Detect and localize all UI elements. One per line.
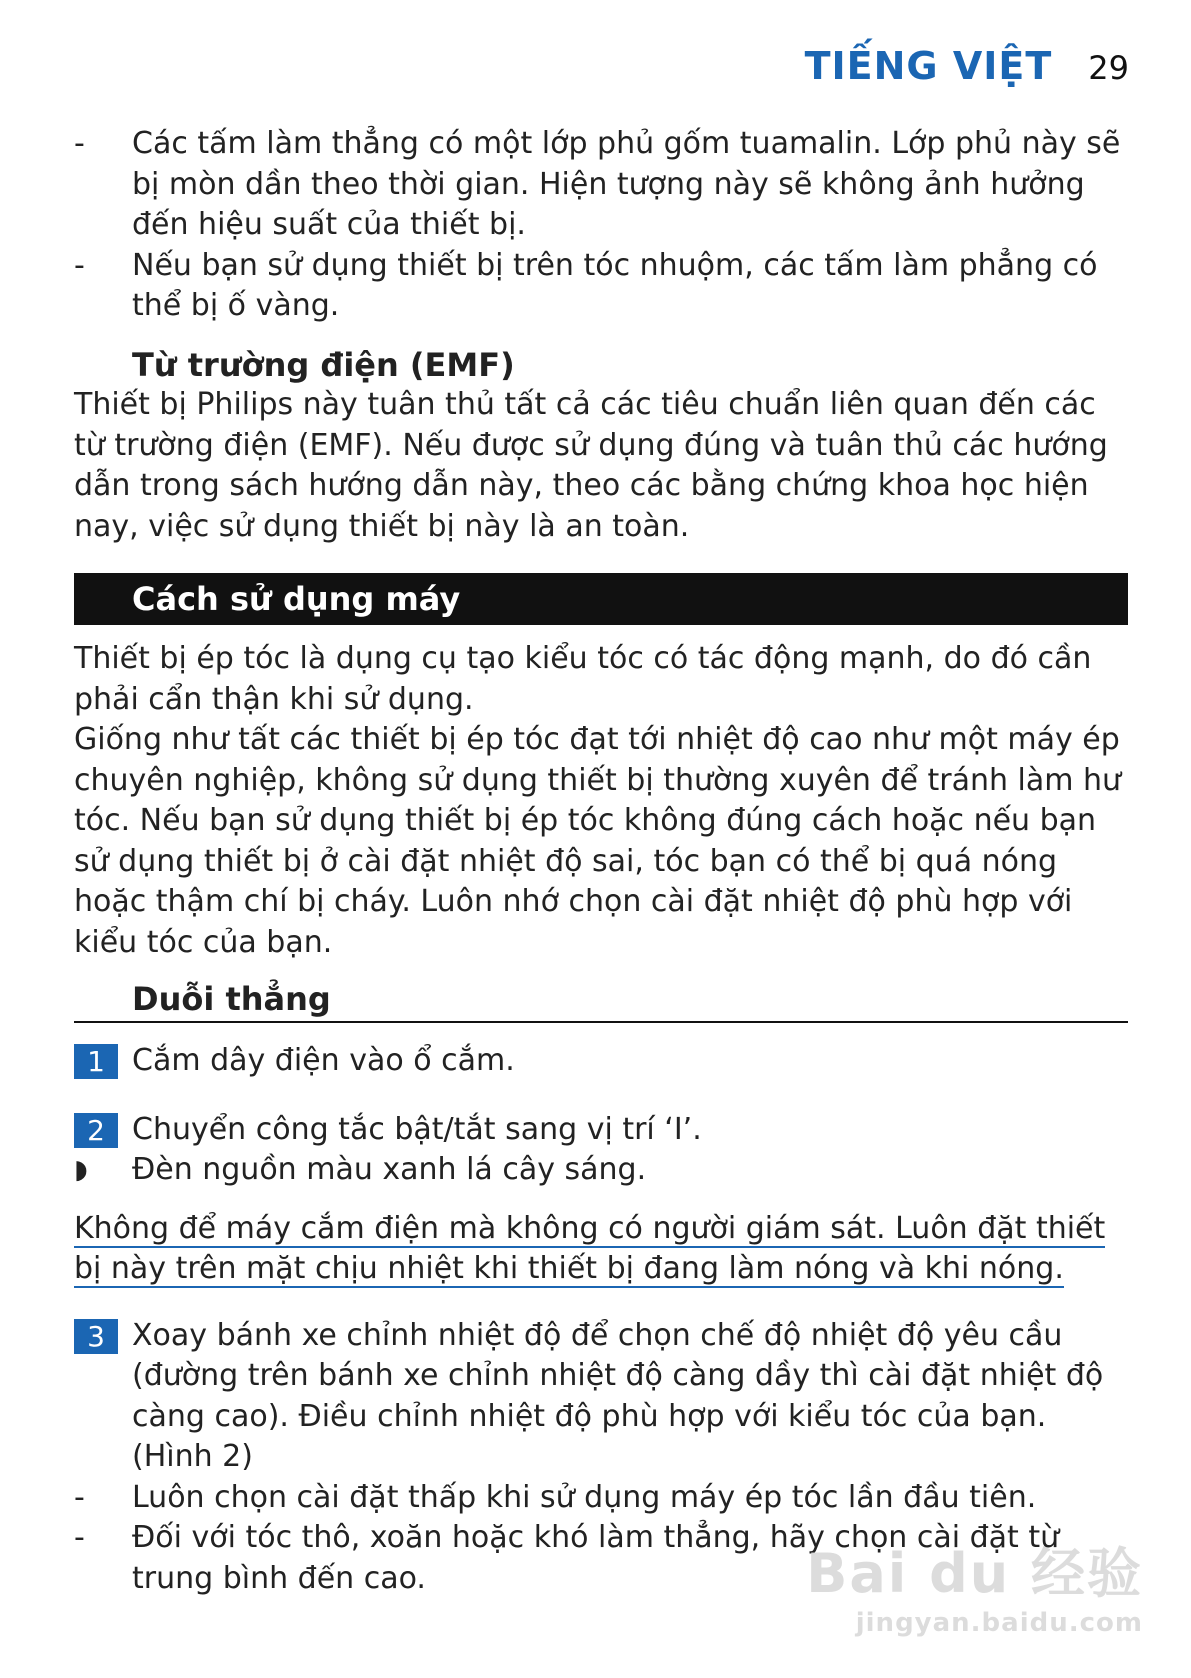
step-number-badge: 2 [74,1113,118,1148]
step-3 [74,1316,1128,1478]
list-item [74,1478,1128,1519]
warning-note [74,1209,1128,1290]
step-2 [74,1110,1128,1151]
language-title: TIẾNG VIỆT [804,44,1053,88]
bullet-text: Các tấm làm thẳng có một lớp phủ gốm tuamalin. Lớp phủ này sẽ bị mòn dần theo thời gian. Hiện tượng này sẽ không ảnh hưởng đến hiệu suất của thiết bị. [132,126,1121,242]
step-number-badge: 1 [74,1044,118,1079]
step-1 [74,1041,1128,1082]
tip-text: Đối với tóc thô, xoăn hoặc khó làm thẳng, hãy chọn cài đặt từ trung bình đến cao. [132,1520,1060,1596]
bullet-marker: - [74,126,85,161]
bullet-marker: - [74,247,85,283]
result-text: Đèn nguồn màu xanh lá cây sáng. [132,1152,647,1187]
watermark [806,1531,1143,1638]
step-text: Xoay bánh xe chỉnh nhiệt độ để chọn chế độ nhiệt độ yêu cầu (đường trên bánh xe chỉnh nhiệt độ càng dầy thì cài đặt nhiệt độ càng cao). Điều chỉnh nhiệt độ phù hợp với kiểu tóc của bạn. (Hình 2) [132,1317,1104,1474]
warning-text: Không để máy cắm điện mà không có người giám sát. Luôn đặt thiết bị này trên mặt chịu nhiệt khi thiết bị đang làm nóng và khi nóng. [74,1210,1106,1286]
bullet-text: Nếu bạn sử dụng thiết bị trên tóc nhuộm, các tấm làm phẳng có thể bị ố vàng. [132,247,1098,323]
watermark-logo: Bai du 经验 [806,1542,1143,1605]
tip-text: Luôn chọn cài đặt thấp khi sử dụng máy ép tóc lần đầu tiên. [132,1479,1037,1515]
step-text: Cắm dây điện vào ổ cắm. [132,1043,515,1078]
list-item [74,246,1128,327]
result-arrow-icon: ◗ [74,1155,88,1185]
emf-heading: Từ trường điện (EMF) [132,345,515,384]
page-header [805,44,1129,88]
step-number-badge: 3 [74,1319,118,1354]
straighten-heading: Duỗi thẳng [74,977,1128,1023]
bullet-marker: - [74,1520,85,1555]
page-number: 29 [1088,49,1129,87]
step-result [74,1150,1128,1191]
list-item [74,124,1128,246]
usage-paragraph-1: Thiết bị ép tóc là dụng cụ tạo kiểu tóc có tác động mạnh, do đó cần phải cẩn thận khi sử dụng. [74,641,1092,717]
section-heading-usage: Cách sử dụng máy [74,573,1128,625]
bullet-marker: - [74,1479,85,1515]
step-text: Chuyển công tắc bật/tắt sang vị trí ‘I’. [132,1111,702,1147]
usage-paragraph-2: Giống như tất các thiết bị ép tóc đạt tới nhiệt độ cao như một máy ép chuyên nghiệp, không sử dụng thiết bị thường xuyên để tránh làm hư tóc. Nếu bạn sử dụng thiết bị ép tóc không đúng cách hoặc nếu bạn sử dụng thiết bị ở cài đặt nhiệt độ sai, tóc bạn có thể bị quá nóng hoặc thậm chí bị cháy. Luôn nhớ chọn cài đặt nhiệt độ phù hợp với kiểu tóc của bạn. [74,722,1122,960]
watermark-url: jingyan.baidu.com [855,1608,1143,1638]
page-content [74,124,1128,1599]
emf-text: Thiết bị Philips này tuân thủ tất cả các tiêu chuẩn liên quan đến các từ trường điện (EMF). Nếu được sử dụng đúng và tuân thủ các hướng dẫn trong sách hướng dẫn này, theo các bằng chứng khoa học hiện nay, việc sử dụng thiết bị này là an toàn. [74,387,1108,544]
